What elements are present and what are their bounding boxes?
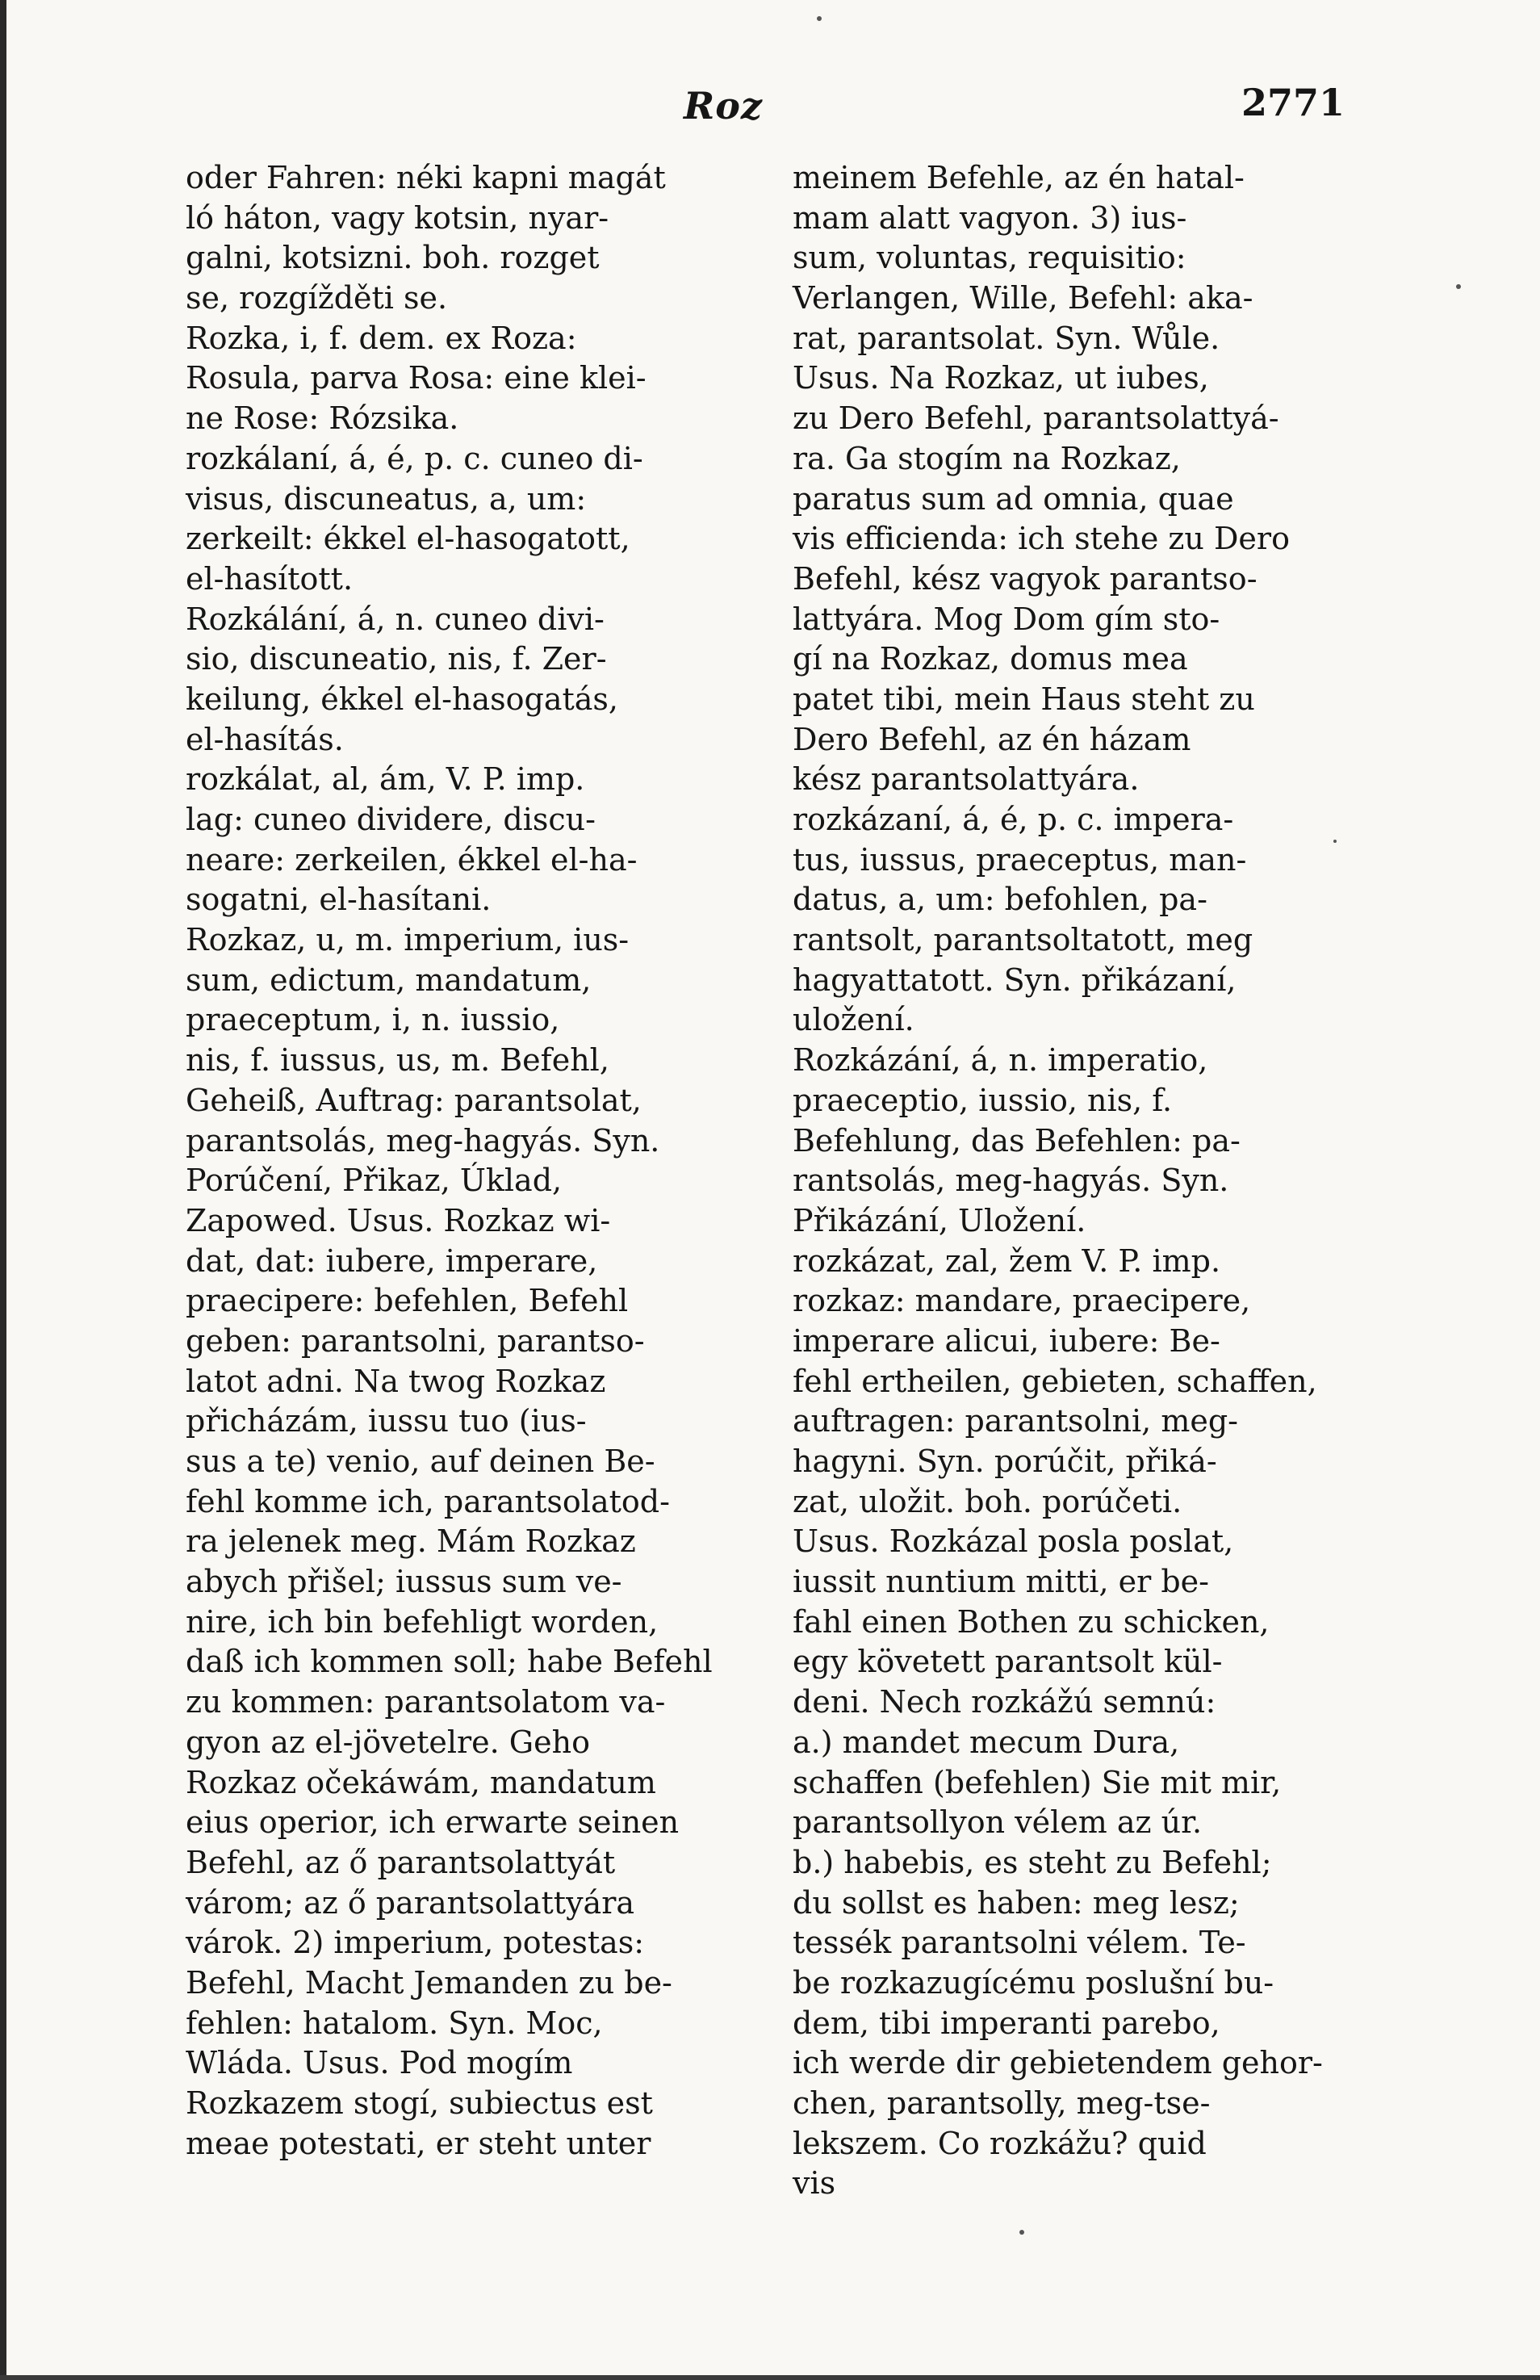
text-line: meae potestati, er steht unter <box>186 2125 651 2161</box>
text-line: daß ich kommen soll; habe Befehl <box>186 1644 713 1680</box>
text-line: zu kommen: parantsolatom va- <box>186 1684 666 1720</box>
text-line: Geheiß, Auftrag: parantsolat, <box>186 1082 642 1118</box>
text-line: lag: cuneo dividere, discu- <box>186 802 596 837</box>
text-line: chen, parantsolly, meg-tse- <box>793 2085 1211 2121</box>
text-line: patet tibi, mein Haus steht zu <box>793 681 1255 717</box>
text-line: el-hasítás. <box>186 721 344 757</box>
text-line: a.) mandet mecum Dura, <box>793 1724 1180 1760</box>
text-line: rantsolás, meg-hagyás. Syn. <box>793 1163 1229 1199</box>
text-line: schaffen (befehlen) Sie mit mir, <box>793 1764 1282 1800</box>
text-line: Rosula, parva Rosa: eine klei- <box>186 360 647 396</box>
left-column <box>186 158 726 2164</box>
text-line: Rozkaz očekáwám, mandatum <box>186 1764 656 1800</box>
text-line: sum, edictum, mandatum, <box>186 962 592 998</box>
text-line: ra. Ga stogím na Rozkaz, <box>793 440 1181 476</box>
text-line: praeceptum, i, n. iussio, <box>186 1002 560 1038</box>
text-line: mam alatt vagyon. 3) ius- <box>793 199 1187 236</box>
text-line: zu Dero Befehl, parantsolattyá- <box>793 400 1279 437</box>
text-line: rozkaz: mandare, praecipere, <box>793 1283 1251 1319</box>
text-line: visus, discuneatus, a, um: <box>186 480 587 517</box>
text-line: latot adni. Na twog Rozkaz <box>186 1363 606 1399</box>
text-line: várok. 2) imperium, potestas: <box>186 1925 645 1961</box>
text-line: hagyattatott. Syn. přikázaní, <box>793 962 1237 998</box>
text-line: Befehl, az ő parantsolattyát <box>186 1844 616 1880</box>
text-line: dem, tibi imperanti parebo, <box>793 2005 1220 2041</box>
text-line: egy követett parantsolt kül- <box>793 1644 1223 1680</box>
text-line: přicházám, iussu tuo (ius- <box>186 1403 587 1439</box>
text-line: gí na Rozkaz, domus mea <box>793 641 1188 677</box>
text-line: ló háton, vagy kotsin, nyar- <box>186 199 609 236</box>
text-line: ne Rose: Rózsika. <box>186 400 459 437</box>
text-line: sogatni, el-hasítani. <box>186 882 492 918</box>
text-line: deni. Nech rozkážú semnú: <box>793 1684 1216 1720</box>
text-line: várom; az ő parantsolattyára <box>186 1884 635 1921</box>
scan-speck <box>1456 284 1461 289</box>
text-line: rozkázat, zal, žem V. P. imp. <box>793 1242 1221 1279</box>
text-line: Rozkálání, á, n. cuneo divi- <box>186 601 605 637</box>
text-line: gyon az el-jövetelre. Geho <box>186 1724 590 1760</box>
text-line: fahl einen Bothen zu schicken, <box>793 1603 1270 1640</box>
text-line: meinem Befehle, az én hatal- <box>793 160 1245 195</box>
text-line: nis, f. iussus, us, m. Befehl, <box>186 1042 609 1079</box>
text-line: rat, parantsolat. Syn. Wůle. <box>793 320 1220 356</box>
text-line: iussit nuntium mitti, er be- <box>793 1564 1209 1600</box>
text-line: sio, discuneatio, nis, f. Zer- <box>186 641 607 677</box>
text-line: du sollst es haben: meg lesz; <box>793 1884 1240 1921</box>
text-line: dat, dat: iubere, imperare, <box>186 1242 598 1279</box>
text-line: datus, a, um: befohlen, pa- <box>793 882 1207 918</box>
text-line: Usus. Rozkázal posla poslat, <box>793 1523 1234 1560</box>
text-line: tessék parantsolni vélem. Te- <box>793 1925 1246 1961</box>
running-head: Roz <box>684 84 764 128</box>
text-line: Wláda. Usus. Pod mogím <box>186 2045 573 2081</box>
text-line: vis <box>793 2165 836 2202</box>
text-line: vis efficienda: ich stehe zu Dero <box>793 521 1290 557</box>
text-line: zat, uložit. boh. porúčeti. <box>793 1483 1182 1519</box>
text-line: oder Fahren: néki kapni magát <box>186 160 666 195</box>
text-line: Befehl, Macht Jemanden zu be- <box>186 1964 672 2001</box>
text-line: keilung, ékkel el-hasogatás, <box>186 681 618 717</box>
text-line: Zapowed. Usus. Rozkaz wi- <box>186 1202 611 1238</box>
text-line: imperare alicui, iubere: Be- <box>793 1322 1220 1359</box>
text-line: Rozkazem stogí, subiectus est <box>186 2085 653 2121</box>
text-line: Rozka, i, f. dem. ex Roza: <box>186 320 577 356</box>
text-line: b.) habebis, es steht zu Befehl; <box>793 1844 1272 1880</box>
text-line: uložení. <box>793 1002 914 1038</box>
scan-left-edge <box>0 0 6 2380</box>
text-line: fehl komme ich, parantsolatod- <box>186 1483 670 1519</box>
text-line: fehl ertheilen, gebieten, schaffen, <box>793 1363 1317 1399</box>
text-line: auftragen: parantsolni, meg- <box>793 1403 1239 1439</box>
text-line: parantsollyon vélem az úr. <box>793 1804 1203 1841</box>
text-line: el-hasított. <box>186 560 354 597</box>
text-line: rantsolt, parantsoltatott, meg <box>793 922 1253 958</box>
text-line: nire, ich bin befehligt worden, <box>186 1603 659 1640</box>
text-line: abych přišel; iussus sum ve- <box>186 1564 622 1600</box>
text-line: neare: zerkeilen, ékkel el-ha- <box>186 841 638 878</box>
page-number: 2771 <box>1241 81 1345 124</box>
text-line: Dero Befehl, az én házam <box>793 721 1191 757</box>
text-line: Verlangen, Wille, Befehl: aka- <box>793 280 1253 316</box>
text-line: tus, iussus, praeceptus, man- <box>793 841 1247 878</box>
scan-bottom-edge <box>0 2375 1540 2380</box>
text-line: eius operior, ich erwarte seinen <box>186 1804 680 1841</box>
text-line: kész parantsolattyára. <box>793 761 1140 798</box>
text-line: Rozkaz, u, m. imperium, ius- <box>186 922 630 958</box>
text-line: lekszem. Co rozkážu? quid <box>793 2125 1207 2161</box>
text-line: rozkálat, al, ám, V. P. imp. <box>186 761 585 798</box>
text-line: zerkeilt: ékkel el-hasogatott, <box>186 521 630 557</box>
text-line: rozkálaní, á, é, p. c. cuneo di- <box>186 440 643 476</box>
scan-speck <box>1019 2230 1024 2235</box>
text-line: praeceptio, iussio, nis, f. <box>793 1082 1173 1118</box>
text-line: hagyni. Syn. porúčit, přiká- <box>793 1444 1217 1479</box>
text-line: Porúčení, Přikaz, Úklad, <box>186 1163 563 1199</box>
text-line: sus a te) venio, auf deinen Be- <box>186 1444 655 1479</box>
text-line: Befehlung, das Befehlen: pa- <box>793 1122 1241 1159</box>
text-line: praecipere: befehlen, Befehl <box>186 1283 629 1319</box>
text-line: Rozkázání, á, n. imperatio, <box>793 1042 1208 1079</box>
text-line: galni, kotsizni. boh. rozget <box>186 240 600 276</box>
text-line: be rozkazugícému poslušní bu- <box>793 1964 1274 2001</box>
scan-speck <box>817 16 822 21</box>
text-line: Befehl, kész vagyok parantso- <box>793 560 1258 597</box>
text-line: fehlen: hatalom. Syn. Moc, <box>186 2005 603 2041</box>
text-line: paratus sum ad omnia, quae <box>793 480 1234 517</box>
text-line: Usus. Na Rozkaz, ut iubes, <box>793 360 1209 396</box>
text-line: parantsolás, meg-hagyás. Syn. <box>186 1122 660 1159</box>
text-line: se, rozgížděti se. <box>186 280 448 316</box>
right-column <box>793 158 1335 2204</box>
text-line: sum, voluntas, requisitio: <box>793 240 1186 276</box>
text-line: Přikázání, Uložení. <box>793 1202 1086 1238</box>
text-line: lattyára. Mog Dom gím sto- <box>793 601 1220 637</box>
text-line: rozkázaní, á, é, p. c. impera- <box>793 802 1234 837</box>
text-line: ich werde dir gebietendem gehor- <box>793 2045 1323 2081</box>
text-line: ra jelenek meg. Mám Rozkaz <box>186 1523 636 1560</box>
text-line: geben: parantsolni, parantso- <box>186 1322 645 1359</box>
